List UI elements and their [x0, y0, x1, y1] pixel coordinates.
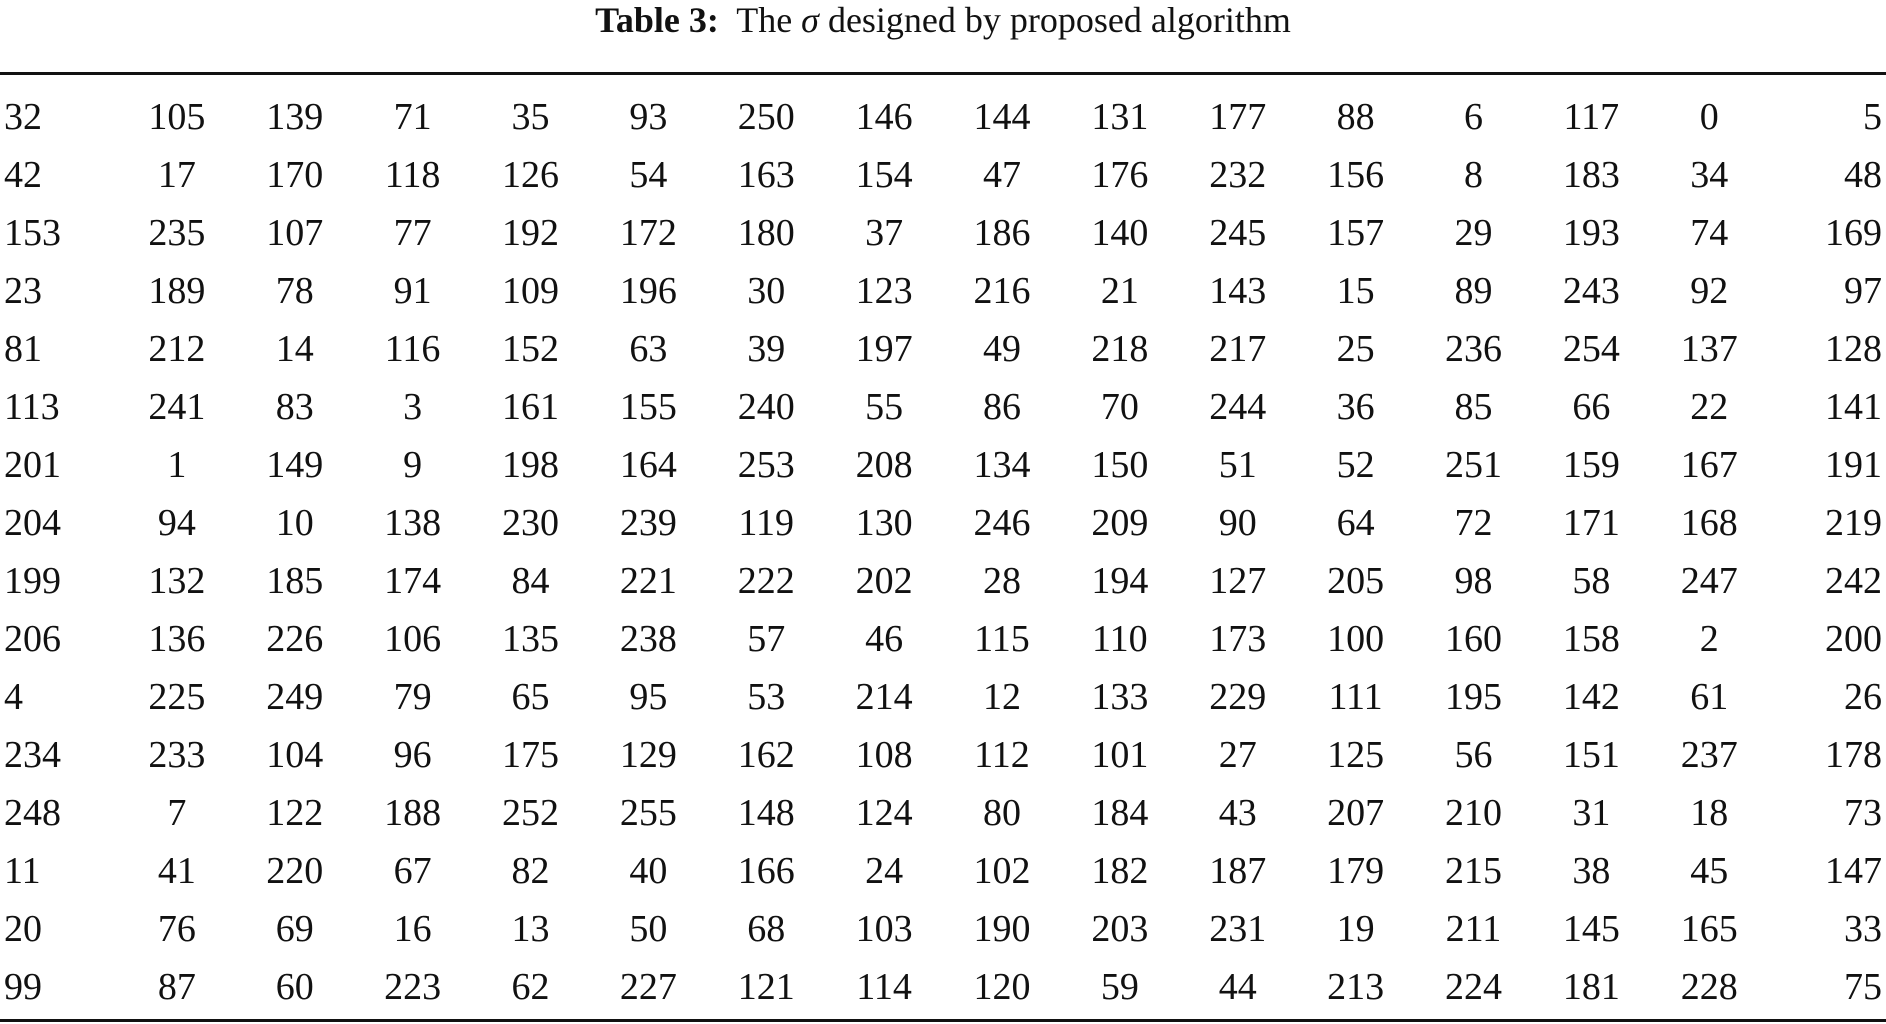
table-cell: 71	[393, 96, 432, 138]
table-cell: 52	[1336, 444, 1375, 486]
table-cell: 254	[1562, 328, 1620, 370]
table-cell: 225	[148, 676, 206, 718]
table-cell: 88	[1336, 96, 1375, 138]
table-cell: 253	[737, 444, 795, 486]
table-cell: 195	[1444, 676, 1502, 718]
table-cell: 136	[148, 618, 206, 660]
table-cell: 141	[1825, 386, 1882, 428]
table-cell: 116	[384, 328, 441, 370]
table-cell: 114	[856, 966, 912, 1008]
table-cell: 109	[501, 270, 559, 312]
table-cell: 72	[1454, 502, 1493, 544]
table-cell: 107	[266, 212, 324, 254]
table-cell: 150	[1091, 444, 1149, 486]
table-cell: 27	[1218, 734, 1257, 776]
table-cell: 139	[266, 96, 324, 138]
table-cell: 205	[1327, 560, 1385, 602]
table-cell: 82	[511, 850, 550, 892]
table-cell: 233	[148, 734, 206, 776]
table-cell: 47	[982, 154, 1021, 196]
table-cell: 252	[501, 792, 559, 834]
table-cell: 126	[501, 154, 559, 196]
table-row	[0, 146, 1886, 204]
table-cell: 203	[1091, 908, 1149, 950]
table-cell: 83	[275, 386, 314, 428]
table-cell: 215	[1444, 850, 1502, 892]
table-cell: 168	[1680, 502, 1738, 544]
table-cell: 218	[1091, 328, 1149, 370]
table-cell: 125	[1327, 734, 1385, 776]
table-cell: 247	[1680, 560, 1738, 602]
sigma-table-body	[0, 88, 1886, 1016]
table-cell: 143	[1209, 270, 1267, 312]
table-cell: 151	[1562, 734, 1620, 776]
table-cell: 102	[973, 850, 1031, 892]
table-cell: 238	[619, 618, 677, 660]
table-cell: 227	[619, 966, 677, 1008]
table-cell: 185	[266, 560, 324, 602]
table-cell: 170	[266, 154, 324, 196]
table-top-rule	[0, 72, 1886, 75]
table-cell: 50	[629, 908, 668, 950]
table-cell: 43	[1218, 792, 1257, 834]
table-cell: 249	[266, 676, 324, 718]
table-cell: 45	[1690, 850, 1729, 892]
table-cell: 51	[1218, 444, 1257, 486]
table-cell: 99	[4, 966, 42, 1008]
table-cell: 46	[865, 618, 904, 660]
table-cell: 110	[1092, 618, 1148, 660]
table-cell: 79	[393, 676, 432, 718]
table-row	[0, 610, 1886, 668]
table-cell: 26	[1844, 676, 1882, 718]
table-cell: 113	[4, 386, 60, 428]
table-cell: 213	[1327, 966, 1385, 1008]
table-cell: 7	[167, 792, 187, 834]
table-cell: 140	[1091, 212, 1149, 254]
table-cell: 255	[619, 792, 677, 834]
table-cell: 142	[1562, 676, 1620, 718]
table-cell: 2	[1699, 618, 1719, 660]
table-cell: 41	[157, 850, 196, 892]
table-cell: 248	[4, 792, 61, 834]
table-cell: 38	[1572, 850, 1611, 892]
table-cell: 95	[629, 676, 668, 718]
table-cell: 167	[1680, 444, 1738, 486]
table-cell: 132	[148, 560, 206, 602]
table-cell: 239	[619, 502, 677, 544]
table-cell: 164	[619, 444, 677, 486]
table-row	[0, 668, 1886, 726]
table-cell: 123	[855, 270, 913, 312]
table-cell: 199	[4, 560, 61, 602]
table-row	[0, 958, 1886, 1016]
table-cell: 216	[973, 270, 1031, 312]
sigma-table	[0, 88, 1886, 1016]
table-cell: 206	[4, 618, 61, 660]
table-cell: 156	[1327, 154, 1385, 196]
table-cell: 198	[501, 444, 559, 486]
table-cell: 56	[1454, 734, 1493, 776]
table-cell: 146	[855, 96, 913, 138]
table-cell: 14	[275, 328, 314, 370]
table-cell: 86	[982, 386, 1021, 428]
table-cell: 200	[1825, 618, 1882, 660]
table-cell: 106	[384, 618, 442, 660]
table-cell: 70	[1100, 386, 1139, 428]
table-cell: 3	[403, 386, 423, 428]
table-cell: 231	[1209, 908, 1267, 950]
table-cell: 149	[266, 444, 324, 486]
table-cell: 32	[4, 96, 42, 138]
table-cell: 191	[1825, 444, 1882, 486]
table-cell: 169	[1825, 212, 1882, 254]
table-cell: 152	[501, 328, 559, 370]
table-cell: 214	[855, 676, 913, 718]
table-cell: 147	[1825, 850, 1882, 892]
table-cell: 13	[511, 908, 550, 950]
table-cell: 34	[1690, 154, 1729, 196]
caption-text-before: The	[736, 0, 793, 40]
table-cell: 98	[1454, 560, 1493, 602]
table-cell: 192	[501, 212, 559, 254]
table-cell: 137	[1680, 328, 1738, 370]
table-cell: 160	[1444, 618, 1502, 660]
table-cell: 186	[973, 212, 1031, 254]
table-cell: 155	[619, 386, 677, 428]
table-cell: 4	[4, 676, 23, 718]
table-cell: 188	[384, 792, 442, 834]
table-cell: 144	[973, 96, 1031, 138]
table-cell: 251	[1444, 444, 1502, 486]
table-cell: 103	[855, 908, 913, 950]
caption-label: Table 3:	[595, 0, 719, 40]
table-cell: 108	[855, 734, 913, 776]
table-cell: 0	[1699, 96, 1719, 138]
table-cell: 242	[1825, 560, 1882, 602]
table-cell: 57	[747, 618, 786, 660]
table-cell: 18	[1690, 792, 1729, 834]
table-cell: 92	[1690, 270, 1729, 312]
table-row	[0, 900, 1886, 958]
table-cell: 17	[157, 154, 196, 196]
table-cell: 67	[393, 850, 432, 892]
table-cell: 85	[1454, 386, 1493, 428]
table-cell: 159	[1562, 444, 1620, 486]
table-cell: 243	[1562, 270, 1620, 312]
table-cell: 228	[1680, 966, 1738, 1008]
table-cell: 229	[1209, 676, 1267, 718]
table-cell: 194	[1091, 560, 1149, 602]
table-cell: 1	[167, 444, 187, 486]
table-cell: 81	[4, 328, 42, 370]
table-row	[0, 204, 1886, 262]
table-cell: 105	[148, 96, 206, 138]
table-cell: 40	[629, 850, 668, 892]
table-cell: 244	[1209, 386, 1267, 428]
table-cell: 19	[1336, 908, 1375, 950]
table-cell: 42	[4, 154, 42, 196]
table-cell: 128	[1825, 328, 1882, 370]
table-row	[0, 494, 1886, 552]
table-cell: 20	[4, 908, 42, 950]
table-cell: 166	[737, 850, 795, 892]
table-cell: 197	[855, 328, 913, 370]
table-cell: 104	[266, 734, 324, 776]
table-bottom-rule	[0, 1019, 1886, 1022]
table-cell: 87	[157, 966, 196, 1008]
table-cell: 138	[384, 502, 442, 544]
table-cell: 179	[1327, 850, 1385, 892]
table-cell: 176	[1091, 154, 1149, 196]
table-cell: 16	[393, 908, 432, 950]
table-cell: 223	[384, 966, 442, 1008]
table-cell: 6	[1463, 96, 1483, 138]
table-cell: 212	[148, 328, 206, 370]
table-cell: 211	[1445, 908, 1502, 950]
table-cell: 73	[1844, 792, 1882, 834]
table-cell: 64	[1336, 502, 1375, 544]
table-cell: 63	[629, 328, 668, 370]
table-cell: 66	[1572, 386, 1611, 428]
table-cell: 236	[1444, 328, 1502, 370]
table-cell: 224	[1444, 966, 1502, 1008]
table-cell: 9	[403, 444, 423, 486]
table-row	[0, 726, 1886, 784]
table-cell: 77	[393, 212, 432, 254]
table-cell: 209	[1091, 502, 1149, 544]
table-cell: 221	[619, 560, 677, 602]
table-cell: 74	[1690, 212, 1729, 254]
table-cell: 121	[737, 966, 795, 1008]
table-cell: 21	[1100, 270, 1139, 312]
table-cell: 250	[737, 96, 795, 138]
table-cell: 230	[501, 502, 559, 544]
table-cell: 60	[275, 966, 314, 1008]
table-cell: 120	[973, 966, 1031, 1008]
table-row	[0, 262, 1886, 320]
table-cell: 35	[511, 96, 550, 138]
table-cell: 24	[865, 850, 904, 892]
table-cell: 84	[511, 560, 550, 602]
table-cell: 148	[737, 792, 795, 834]
table-cell: 119	[738, 502, 794, 544]
table-cell: 204	[4, 502, 61, 544]
table-cell: 196	[619, 270, 677, 312]
table-cell: 234	[4, 734, 61, 776]
table-cell: 201	[4, 444, 61, 486]
table-cell: 178	[1825, 734, 1882, 776]
table-cell: 129	[619, 734, 677, 776]
table-cell: 207	[1327, 792, 1385, 834]
table-cell: 94	[157, 502, 196, 544]
table-cell: 112	[974, 734, 1030, 776]
table-cell: 59	[1100, 966, 1139, 1008]
table-cell: 158	[1562, 618, 1620, 660]
table-cell: 90	[1218, 502, 1257, 544]
table-cell: 175	[501, 734, 559, 776]
table-cell: 44	[1218, 966, 1257, 1008]
table-row	[0, 436, 1886, 494]
table-cell: 245	[1209, 212, 1267, 254]
table-cell: 153	[4, 212, 61, 254]
table-cell: 78	[275, 270, 314, 312]
table-row	[0, 842, 1886, 900]
table-cell: 58	[1572, 560, 1611, 602]
table-cell: 118	[384, 154, 441, 196]
table-cell: 65	[511, 676, 550, 718]
table-cell: 135	[501, 618, 559, 660]
table-cell: 76	[157, 908, 196, 950]
table-cell: 173	[1209, 618, 1267, 660]
table-cell: 189	[148, 270, 206, 312]
table-cell: 208	[855, 444, 913, 486]
table-cell: 122	[266, 792, 324, 834]
caption-text-after: designed by proposed algorithm	[827, 0, 1291, 40]
table-cell: 210	[1444, 792, 1502, 834]
table-cell: 62	[511, 966, 550, 1008]
table-cell: 154	[855, 154, 913, 196]
table-cell: 193	[1562, 212, 1620, 254]
table-cell: 15	[1336, 270, 1375, 312]
table-cell: 180	[737, 212, 795, 254]
caption-sigma-symbol: σ	[801, 0, 819, 40]
table-cell: 111	[1328, 676, 1383, 718]
table-cell: 183	[1562, 154, 1620, 196]
table-cell: 25	[1336, 328, 1375, 370]
table-cell: 100	[1327, 618, 1385, 660]
table-row	[0, 784, 1886, 842]
table-cell: 157	[1327, 212, 1385, 254]
table-cell: 182	[1091, 850, 1149, 892]
table-cell: 127	[1209, 560, 1267, 602]
table-cell: 75	[1844, 966, 1882, 1008]
table-cell: 219	[1825, 502, 1882, 544]
table-cell: 165	[1680, 908, 1738, 950]
table-cell: 33	[1844, 908, 1882, 950]
table-cell: 184	[1091, 792, 1149, 834]
table-cell: 93	[629, 96, 668, 138]
table-row	[0, 552, 1886, 610]
table-cell: 237	[1680, 734, 1738, 776]
table-row	[0, 320, 1886, 378]
table-cell: 131	[1091, 96, 1149, 138]
table-cell: 240	[737, 386, 795, 428]
table-cell: 69	[275, 908, 314, 950]
table-cell: 202	[855, 560, 913, 602]
table-cell: 22	[1690, 386, 1729, 428]
table-cell: 162	[737, 734, 795, 776]
table-cell: 217	[1209, 328, 1267, 370]
table-cell: 8	[1463, 154, 1483, 196]
table-cell: 30	[747, 270, 786, 312]
table-cell: 133	[1091, 676, 1149, 718]
table-cell: 11	[4, 850, 41, 892]
table-cell: 124	[855, 792, 913, 834]
table-cell: 39	[747, 328, 786, 370]
table-cell: 117	[1563, 96, 1620, 138]
table-cell: 54	[629, 154, 668, 196]
table-cell: 181	[1562, 966, 1620, 1008]
table-cell: 246	[973, 502, 1031, 544]
table-cell: 163	[737, 154, 795, 196]
table-cell: 235	[148, 212, 206, 254]
table-cell: 172	[619, 212, 677, 254]
table-cell: 97	[1844, 270, 1882, 312]
table-caption	[0, 0, 1886, 44]
table-cell: 5	[1863, 96, 1882, 138]
table-cell: 134	[973, 444, 1031, 486]
table-cell: 89	[1454, 270, 1493, 312]
table-cell: 187	[1209, 850, 1267, 892]
table-cell: 177	[1209, 96, 1267, 138]
table-row	[0, 88, 1886, 146]
table-cell: 101	[1091, 734, 1149, 776]
table-cell: 226	[266, 618, 324, 660]
table-cell: 28	[982, 560, 1021, 602]
table-cell: 36	[1336, 386, 1375, 428]
table-cell: 80	[982, 792, 1021, 834]
table-cell: 49	[982, 328, 1021, 370]
table-row	[0, 378, 1886, 436]
table-cell: 91	[393, 270, 432, 312]
table-cell: 174	[384, 560, 442, 602]
table-cell: 53	[747, 676, 786, 718]
table-cell: 161	[501, 386, 559, 428]
table-cell: 220	[266, 850, 324, 892]
table-cell: 145	[1562, 908, 1620, 950]
table-cell: 55	[865, 386, 904, 428]
table-cell: 130	[855, 502, 913, 544]
table-cell: 190	[973, 908, 1031, 950]
table-cell: 171	[1562, 502, 1620, 544]
table-cell: 96	[393, 734, 432, 776]
table-cell: 31	[1572, 792, 1611, 834]
table-cell: 12	[982, 676, 1021, 718]
table-cell: 10	[275, 502, 314, 544]
table-cell: 222	[737, 560, 795, 602]
table-cell: 115	[974, 618, 1030, 660]
table-cell: 232	[1209, 154, 1267, 196]
table-cell: 61	[1690, 676, 1729, 718]
table-cell: 23	[4, 270, 42, 312]
table-cell: 241	[148, 386, 206, 428]
table-cell: 68	[747, 908, 786, 950]
table-cell: 37	[865, 212, 904, 254]
table-cell: 29	[1454, 212, 1493, 254]
table-cell: 48	[1844, 154, 1882, 196]
